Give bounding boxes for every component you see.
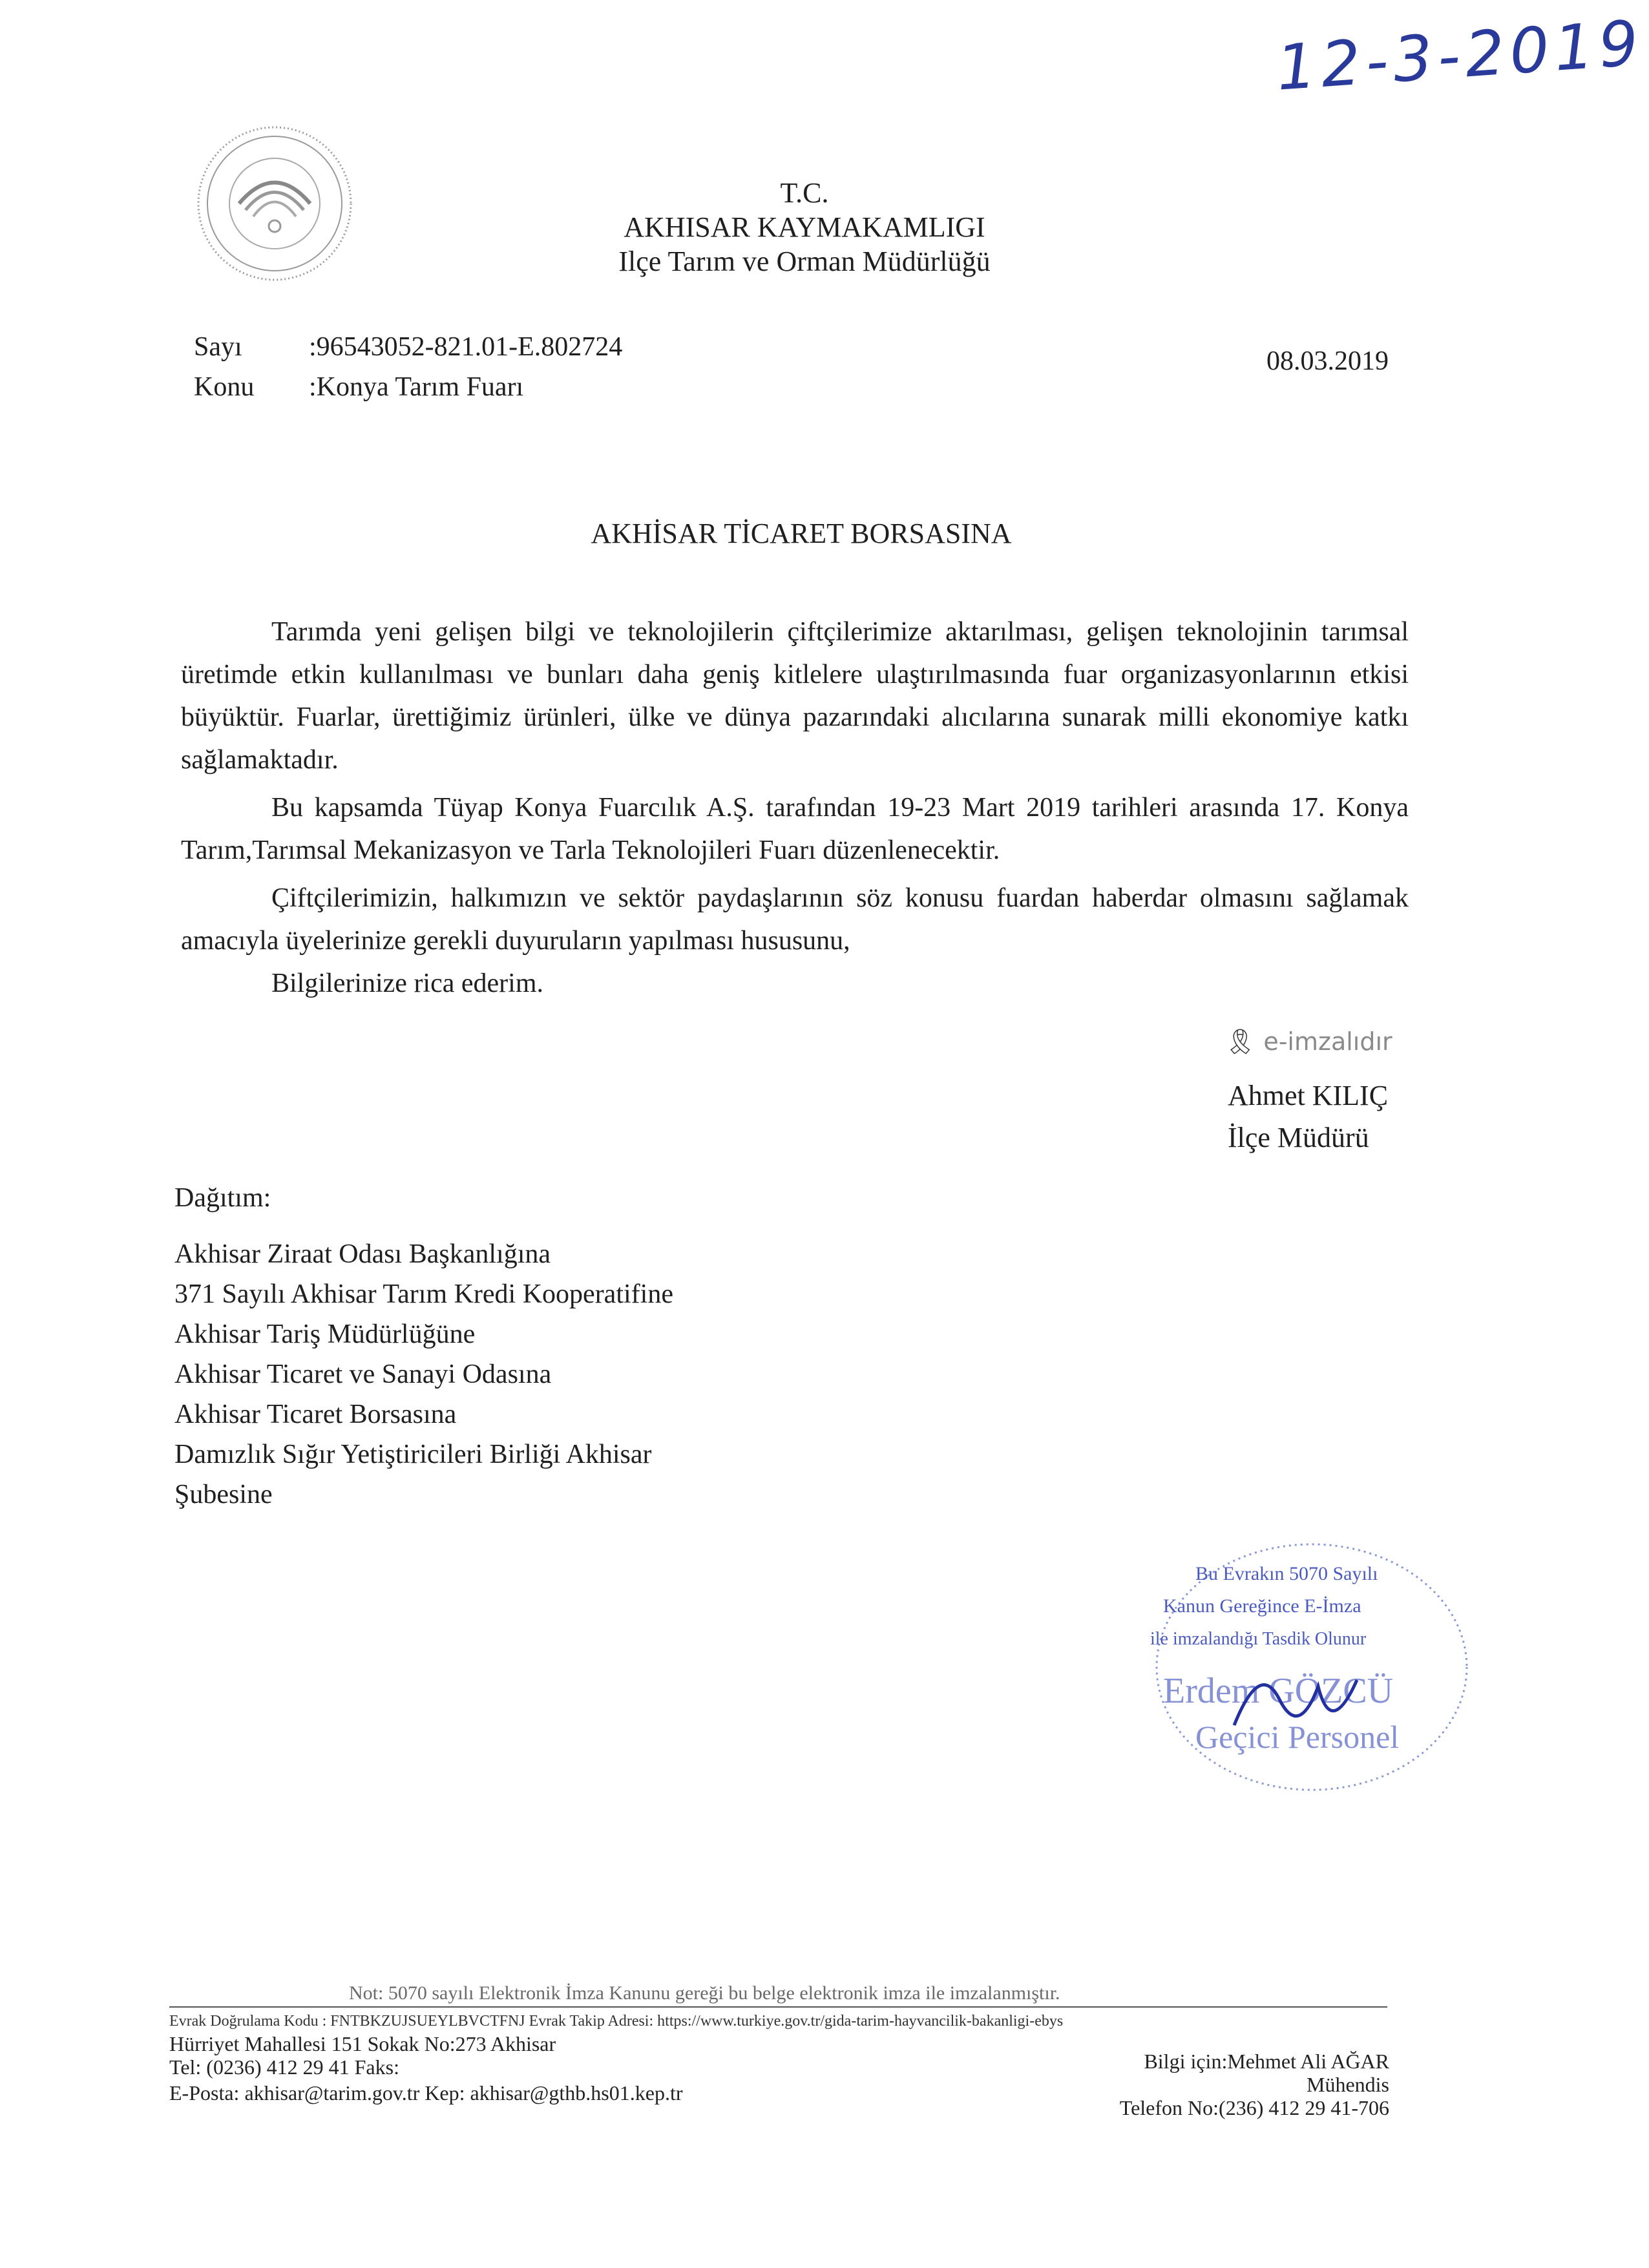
distribution-list	[174, 1234, 673, 1515]
konu-value: :Konya Tarım Fuarı	[309, 372, 524, 402]
list-item: Akhisar Ziraat Odası Başkanlığına	[174, 1239, 551, 1269]
stamp-name: Erdem GÖZCÜ	[1163, 1671, 1394, 1711]
body-paragraph-2: Bu kapsamda Tüyap Konya Fuarcılık A.Ş. tarafından 19-23 Mart 2019 tarihleri arasında 17. Konya Tarım,Tarımsal Mekanizasyon ve Tarla Teknolojileri Fuarı düzenlenecektir.	[181, 793, 1409, 865]
letter-body	[181, 611, 1409, 1005]
footer-info-role: Mühendis	[1307, 2073, 1389, 2096]
signer-title: İlçe Müdürü	[1228, 1122, 1369, 1153]
list-item: Şubesine	[174, 1480, 273, 1509]
body-paragraph-1: Tarımda yeni gelişen bilgi ve teknolojilerin çiftçilerimize aktarılması, gelişen teknolojinin tarımsal üretimde etkin kullanılması ve bunları daha geniş kitlelere ulaştırılmasında fuar organizasyonlarının etkisi büyüktür. Fuarlar, ürettiğimiz ürünleri, ülke ve dünya pazarındaki alıcılarına sunarak milli ekonomiye katkı sağlamaktadır.	[181, 617, 1409, 775]
sayi-label: Sayı	[194, 332, 242, 362]
esign-label: e-imzalıdır	[1263, 1027, 1392, 1056]
footer-email: E-Posta: akhisar@tarim.gov.tr Kep: akhisar@gthb.hs01.kep.tr	[169, 2081, 683, 2105]
addressee: AKHİSAR TİCARET BORSASINA	[591, 518, 1012, 549]
document-date: 08.03.2019	[1266, 346, 1389, 376]
list-item: Akhisar Ticaret ve Sanayi Odasına	[174, 1360, 552, 1389]
list-item: Akhisar Tariş Müdürlüğüne	[174, 1319, 476, 1349]
handwritten-date: 12-3-2019	[1274, 6, 1646, 105]
stamp-line-3: ile imzalandığı Tasdik Olunur	[1150, 1629, 1367, 1649]
header-kaymakamlik: AKHISAR KAYMAKAMLIGI	[624, 211, 985, 243]
sayi-value: :96543052-821.01-E.802724	[309, 332, 623, 362]
header-mudurluk: Ilçe Tarım ve Orman Müdürlüğü	[618, 246, 991, 277]
list-item: 371 Sayılı Akhisar Tarım Kredi Kooperatifine	[174, 1279, 673, 1309]
signer-name: Ahmet KILIÇ	[1228, 1080, 1389, 1111]
footer-divider	[169, 2006, 1387, 2008]
distribution-title: Dağıtım:	[174, 1183, 271, 1213]
certification-stamp	[1137, 1531, 1473, 1803]
stamp-line-2: Kanun Gereğince E-İmza	[1163, 1595, 1361, 1617]
list-item: Damızlık Sığır Yetiştiricileri Birliği Akhisar	[174, 1440, 652, 1469]
konu-label: Konu	[194, 372, 255, 402]
ribbon-icon: 🎗	[1224, 1027, 1256, 1056]
footer-tel: Tel: (0236) 412 29 41 Faks:	[169, 2055, 399, 2079]
header-tc: T.C.	[780, 177, 829, 209]
body-paragraph-3: Çiftçilerimizin, halkımızın ve sektör paydaşlarının söz konusu fuardan haberdar olmasını sağlamak amacıyla üyelerinize gerekli duyuruların yapılması hususunu,	[181, 883, 1409, 956]
e-signature-mark	[1224, 1027, 1392, 1056]
stamp-line-1: Bu Evrakın 5070 Sayılı	[1195, 1563, 1378, 1584]
footer-info-person: Bilgi için:Mehmet Ali AĞAR	[1144, 2050, 1389, 2073]
footer-address: Hürriyet Mahallesi 151 Sokak No:273 Akhisar	[169, 2032, 556, 2055]
body-paragraph-4: Bilgilerinize rica ederim.	[271, 969, 543, 998]
footer-info-tel: Telefon No:(236) 412 29 41-706	[1119, 2096, 1389, 2119]
list-item: Akhisar Ticaret Borsasına	[174, 1400, 457, 1429]
footer-esign-note: Not: 5070 sayılı Elektronik İmza Kanunu gereği bu belge elektronik imza ile imzalanmıştır.	[349, 1982, 1060, 2004]
footer-verify-code: Evrak Doğrulama Kodu : FNTBKZUJSUEYLBVCTFNJ Evrak Takip Adresi: https://www.turkiye.gov.tr/gida-tarim-hayvancilik-bakanligi-ebys	[169, 2013, 1064, 2030]
stamp-role: Geçici Personel	[1195, 1719, 1400, 1755]
